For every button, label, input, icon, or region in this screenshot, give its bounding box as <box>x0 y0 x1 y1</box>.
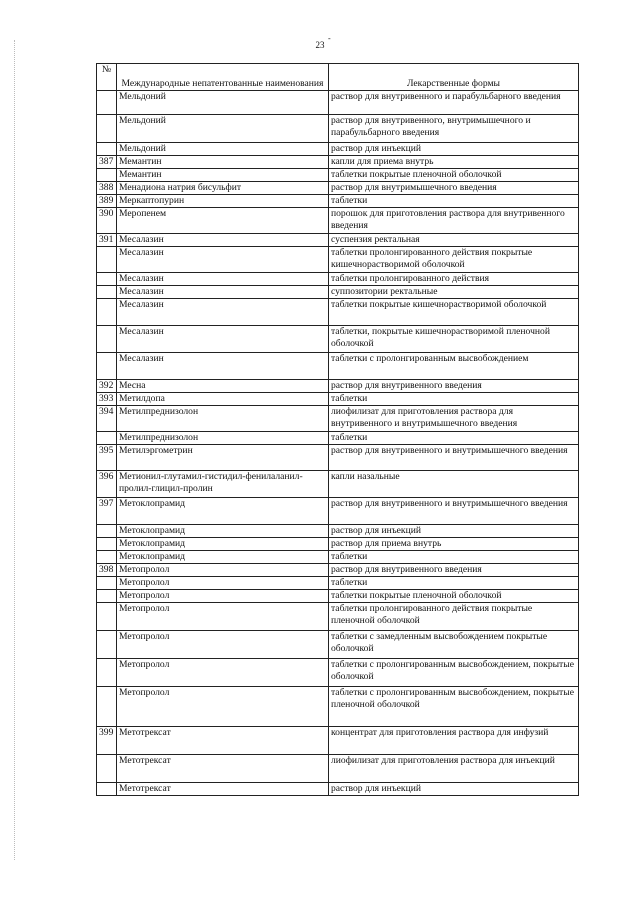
dosage-form: таблетки покрытые пленочной оболочкой <box>329 169 579 182</box>
table-row <box>97 525 579 538</box>
row-number <box>97 91 117 115</box>
dosage-form: таблетки с пролонгированным высвобождением <box>329 353 579 380</box>
table-row <box>97 247 579 273</box>
drug-name: Мельдоний <box>117 115 329 143</box>
table-body <box>97 91 579 796</box>
dosage-form: раствор для внутривенного, внутримышечного и парабульбарного введения <box>329 115 579 143</box>
scan-mark: - <box>328 34 331 43</box>
row-number: 392 <box>97 380 117 393</box>
table-row <box>97 326 579 353</box>
row-number: 394 <box>97 406 117 432</box>
dosage-form: капли для приема внутрь <box>329 156 579 169</box>
row-number <box>97 659 117 687</box>
drug-name: Метопролол <box>117 687 329 727</box>
row-number: 387 <box>97 156 117 169</box>
scan-margin-dots <box>14 40 17 860</box>
drug-name: Метопролол <box>117 659 329 687</box>
drug-name: Месна <box>117 380 329 393</box>
row-number <box>97 551 117 564</box>
table-row <box>97 727 579 755</box>
table-row <box>97 659 579 687</box>
dosage-form: таблетки покрытые пленочной оболочкой <box>329 590 579 603</box>
table-row <box>97 91 579 115</box>
table-row <box>97 208 579 234</box>
drug-forms-table <box>96 63 579 796</box>
row-number: 398 <box>97 564 117 577</box>
drug-name: Месалазин <box>117 286 329 299</box>
row-number: 397 <box>97 498 117 525</box>
row-number: 389 <box>97 195 117 208</box>
table-row <box>97 498 579 525</box>
row-number <box>97 783 117 796</box>
table-row <box>97 471 579 498</box>
drug-name: Метотрексат <box>117 783 329 796</box>
dosage-form: раствор для внутривенного и внутримышечного введения <box>329 498 579 525</box>
dosage-form: раствор для инъекций <box>329 525 579 538</box>
dosage-form: капли назальные <box>329 471 579 498</box>
drug-name: Мемантин <box>117 169 329 182</box>
drug-name: Метопролол <box>117 564 329 577</box>
row-number <box>97 169 117 182</box>
row-number <box>97 687 117 727</box>
dosage-form: лиофилизат для приготовления раствора для внутривенного и внутримышечного введения <box>329 406 579 432</box>
table-row <box>97 353 579 380</box>
drug-name: Месалазин <box>117 247 329 273</box>
table-row <box>97 783 579 796</box>
drug-name: Месалазин <box>117 299 329 326</box>
drug-name: Мельдоний <box>117 143 329 156</box>
drug-name: Метоклопрамид <box>117 498 329 525</box>
dosage-form: таблетки <box>329 393 579 406</box>
header-forms: Лекарственные формы <box>329 64 579 91</box>
drug-name: Метоклопрамид <box>117 538 329 551</box>
dosage-form: таблетки покрытые кишечнорастворимой оболочкой <box>329 299 579 326</box>
table-row <box>97 603 579 631</box>
table-row <box>97 286 579 299</box>
dosage-form: таблетки пролонгированного действия покрытые пленочной оболочкой <box>329 603 579 631</box>
row-number: 399 <box>97 727 117 755</box>
row-number: 391 <box>97 234 117 247</box>
drug-name: Менадиона натрия бисульфит <box>117 182 329 195</box>
dosage-form: таблетки <box>329 551 579 564</box>
table-row <box>97 156 579 169</box>
dosage-form: суппозитории ректальные <box>329 286 579 299</box>
row-number <box>97 273 117 286</box>
row-number <box>97 326 117 353</box>
table-row <box>97 406 579 432</box>
drug-name: Метопролол <box>117 590 329 603</box>
table-row <box>97 590 579 603</box>
row-number: 393 <box>97 393 117 406</box>
drug-name: Меркаптопурин <box>117 195 329 208</box>
dosage-form: раствор для инъекций <box>329 783 579 796</box>
drug-name: Меропенем <box>117 208 329 234</box>
row-number <box>97 577 117 590</box>
drug-name: Метилэргометрин <box>117 445 329 471</box>
header-inn: Международные непатентованные наименования <box>117 64 329 91</box>
row-number <box>97 631 117 659</box>
dosage-form: лиофилизат для приготовления раствора для инъекций <box>329 755 579 783</box>
row-number <box>97 353 117 380</box>
dosage-form: раствор для внутривенного введения <box>329 564 579 577</box>
dosage-form: таблетки <box>329 432 579 445</box>
row-number <box>97 525 117 538</box>
drug-name: Метопролол <box>117 577 329 590</box>
table-row <box>97 551 579 564</box>
drug-name: Месалазин <box>117 353 329 380</box>
table-row <box>97 143 579 156</box>
dosage-form: таблетки пролонгированного действия покрытые кишечнорастворимой оболочкой <box>329 247 579 273</box>
table-row <box>97 195 579 208</box>
row-number <box>97 143 117 156</box>
drug-name: Мельдоний <box>117 91 329 115</box>
table-row <box>97 115 579 143</box>
table-row <box>97 182 579 195</box>
table-row <box>97 380 579 393</box>
table-row <box>97 432 579 445</box>
table-row <box>97 273 579 286</box>
drug-name: Метопролол <box>117 631 329 659</box>
table-row <box>97 393 579 406</box>
dosage-form: таблетки <box>329 577 579 590</box>
dosage-form: таблетки с замедленным высвобождением покрытые оболочкой <box>329 631 579 659</box>
table-row <box>97 538 579 551</box>
row-number <box>97 115 117 143</box>
drug-name: Метотрексат <box>117 755 329 783</box>
table-row <box>97 577 579 590</box>
row-number: 396 <box>97 471 117 498</box>
dosage-form: концентрат для приготовления раствора для инфузий <box>329 727 579 755</box>
table-row <box>97 234 579 247</box>
drug-name: Месалазин <box>117 273 329 286</box>
row-number <box>97 590 117 603</box>
dosage-form: таблетки с пролонгированным высвобождением, покрытые оболочкой <box>329 659 579 687</box>
table-row <box>97 631 579 659</box>
row-number <box>97 299 117 326</box>
table-row <box>97 169 579 182</box>
page-number: 23 <box>315 40 325 50</box>
dosage-form: раствор для инъекций <box>329 143 579 156</box>
drug-name: Метионил-глутамил-гистидил-фенилаланил-пролил-глицил-пролин <box>117 471 329 498</box>
table-row <box>97 687 579 727</box>
drug-name: Метилпреднизолон <box>117 432 329 445</box>
row-number: 395 <box>97 445 117 471</box>
dosage-form: суспензия ректальная <box>329 234 579 247</box>
row-number <box>97 286 117 299</box>
table-header-row <box>97 64 579 91</box>
dosage-form: таблетки, покрытые кишечнорастворимой пленочной оболочкой <box>329 326 579 353</box>
drug-name: Метотрексат <box>117 727 329 755</box>
drug-name: Метоклопрамид <box>117 525 329 538</box>
drug-name: Месалазин <box>117 326 329 353</box>
row-number <box>97 755 117 783</box>
row-number <box>97 538 117 551</box>
drug-name: Метилпреднизолон <box>117 406 329 432</box>
dosage-form: раствор для приема внутрь <box>329 538 579 551</box>
drug-name: Метилдопа <box>117 393 329 406</box>
dosage-form: таблетки с пролонгированным высвобождением, покрытые пленочной оболочкой <box>329 687 579 727</box>
row-number: 390 <box>97 208 117 234</box>
dosage-form: раствор для внутримышечного введения <box>329 182 579 195</box>
dosage-form: таблетки пролонгированного действия <box>329 273 579 286</box>
drug-name: Метоклопрамид <box>117 551 329 564</box>
row-number <box>97 603 117 631</box>
table-row <box>97 755 579 783</box>
dosage-form: таблетки <box>329 195 579 208</box>
dosage-form: раствор для внутривенного введения <box>329 380 579 393</box>
table-row <box>97 299 579 326</box>
dosage-form: раствор для внутривенного и внутримышечного введения <box>329 445 579 471</box>
row-number: 388 <box>97 182 117 195</box>
drug-name: Мемантин <box>117 156 329 169</box>
table-row <box>97 445 579 471</box>
table-row <box>97 564 579 577</box>
header-number: № <box>97 64 117 91</box>
drug-name: Месалазин <box>117 234 329 247</box>
dosage-form: раствор для внутривенного и парабульбарного введения <box>329 91 579 115</box>
row-number <box>97 432 117 445</box>
drug-name: Метопролол <box>117 603 329 631</box>
row-number <box>97 247 117 273</box>
dosage-form: порошок для приготовления раствора для внутривенного введения <box>329 208 579 234</box>
